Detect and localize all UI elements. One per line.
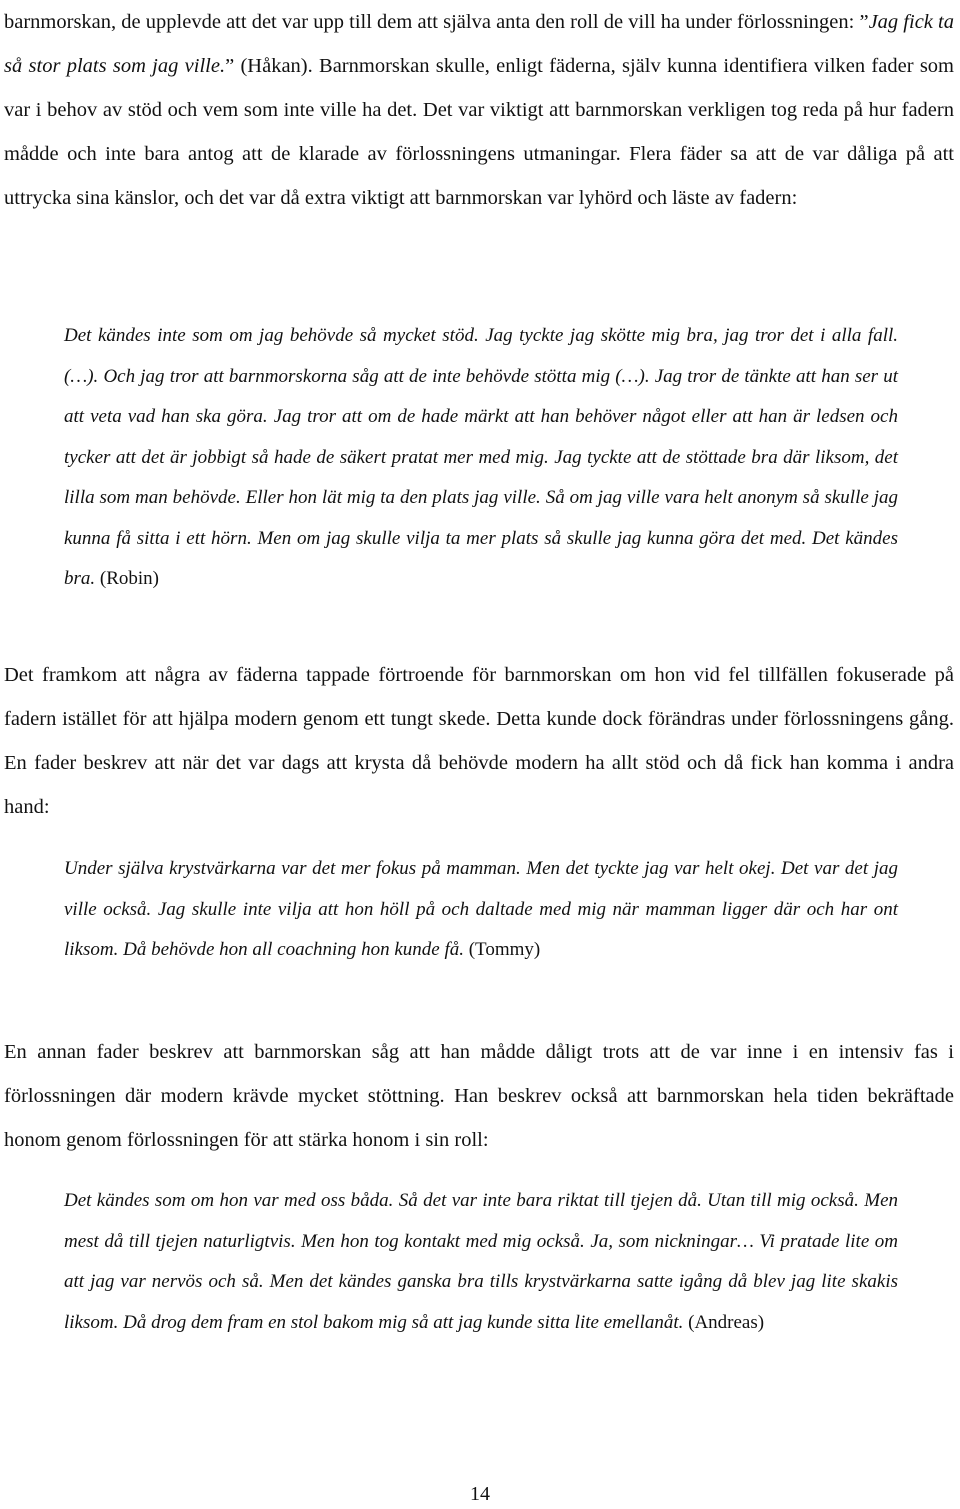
body-paragraph-1 <box>4 0 954 220</box>
block-quote-robin <box>64 316 898 600</box>
quote-tommy-text: Under själva krystvärkarna var det mer fokus på mamman. Men det tyckte jag var helt okej. Det var det jag ville också. Jag skulle inte vilja att hon höll på och daltade med mig när mamman ligger där och har ont liksom. Då behövde hon all coachning hon kunde få. <box>64 858 898 960</box>
quote-tommy-attribution: (Tommy) <box>463 939 541 960</box>
quote-andreas-text: Det kändes som om hon var med oss båda. Så det var inte bara riktat till tjejen då. Utan till mig också. Men mest då till tjejen naturligtvis. Men hon tog kontakt med mig också. Ja, som nickningar… Vi pratade lite om att jag var nervös och så. Men det kändes ganska bra tills krystvärkarna satte igång då blev jag lite skakis liksom. Då drog dem fram en stol bakom mig så att jag kunde sitta lite emellanåt. <box>64 1190 898 1333</box>
page-number: 14 <box>470 1483 490 1505</box>
paragraph-1-text-before: barnmorskan, de upplevde att det var upp till dem att själva anta den roll de vill ha under förlossningen: ” <box>4 11 869 33</box>
block-quote-tommy <box>64 849 898 971</box>
body-paragraph-3: En annan fader beskrev att barnmorskan såg att han mådde dåligt trots att de var inne i en intensiv fas i förlossningen där modern krävde mycket stöttning. Han beskrev också att barnmorskan hela tiden bekräftade honom genom förlossningen för att stärka honom i sin roll: <box>4 1041 954 1151</box>
quote-robin-attribution: (Robin) <box>95 568 160 589</box>
paragraph-1-text-after: ” (Håkan). Barnmorskan skulle, enligt fäderna, själv kunna identifiera vilken fader som var i behov av stöd och vem som inte ville ha det. Det var viktigt att barnmorskan verkligen tog reda på hur fadern mådde och inte bara antog att de klarade av förlossningens utmaningar. Flera fäder sa att de var dåliga på att uttrycka sina känslor, och det var då extra viktigt att barnmorskan var lyhörd och läste av fadern: <box>4 55 954 209</box>
quote-andreas-attribution: (Andreas) <box>683 1311 765 1333</box>
paragraph-1-inline-quote: Jag fick ta så stor plats som jag ville. <box>4 11 954 77</box>
block-quote-andreas <box>64 1181 898 1343</box>
body-paragraph-2: Det framkom att några av fäderna tappade förtroende för barnmorskan om hon vid fel tillfällen fokuserade på fadern istället för att hjälpa modern genom ett tungt skede. Detta kunde dock förändras under förlossningens gång. En fader beskrev att när det var dags att krysta då behövde modern ha allt stöd och då fick han komma i andra hand: <box>4 664 954 818</box>
quote-robin-text: Det kändes inte som om jag behövde så mycket stöd. Jag tyckte jag skötte mig bra, jag tror det i alla fall. (…). Och jag tror att barnmorskorna såg att de inte behövde stötta mig (…). Jag tror de tänkte att han ser ut att veta vad han ska göra. Jag tror att om de hade märkt att han behöver något eller att han är ledsen och tycker att det är jobbigt så hade de säkert pratat mer med mig. Jag tyckte att de stöttade bra där liksom, det lilla som man behövde. Eller hon lät mig ta den plats jag ville. Så om jag ville vara helt anonym så skulle jag kunna få sitta i ett hörn. Men om jag skulle vilja ta mer plats så skulle jag kunna göra det med. Det kändes bra. <box>64 325 898 589</box>
